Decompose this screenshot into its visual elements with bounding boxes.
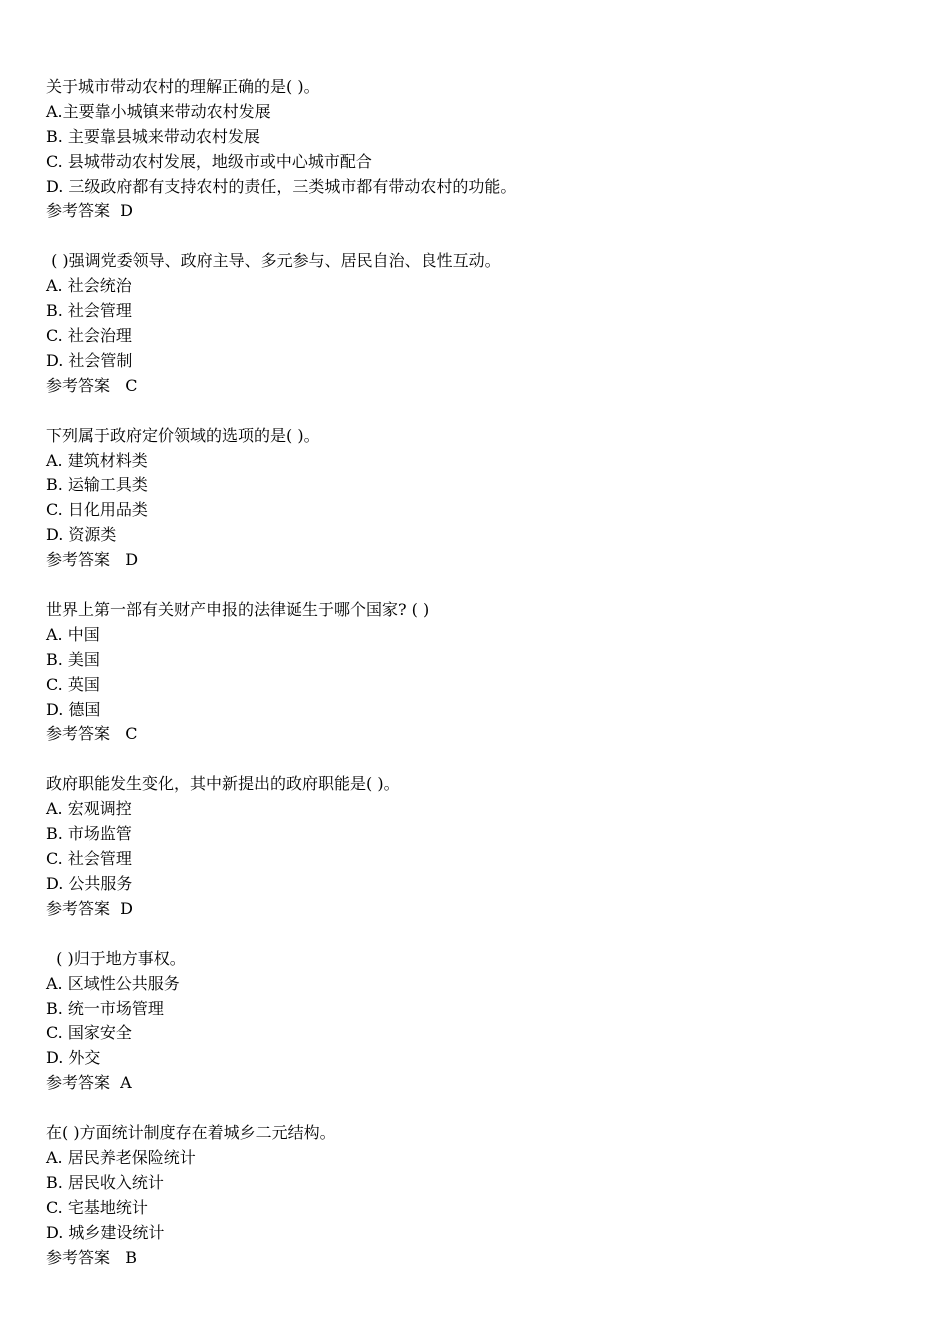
option-b: B. 社会管理: [46, 301, 132, 321]
option-a: A. 宏观调控: [46, 799, 132, 819]
reference-answer: 参考答案 A: [46, 1073, 132, 1093]
option-b: B. 统一市场管理: [46, 998, 164, 1018]
reference-answer: 参考答案 C: [46, 375, 138, 395]
option-d: D. 公共服务: [46, 873, 133, 893]
option-a: A. 中国: [46, 624, 100, 644]
option-a: A. 建筑材料类: [46, 450, 148, 470]
option-d: D. 社会管制: [46, 350, 133, 370]
question-4: [46, 598, 906, 747]
option-c: C. 英国: [46, 674, 100, 694]
option-d: D. 外交: [46, 1048, 101, 1068]
reference-answer: 参考答案 D: [46, 201, 134, 221]
question-1: [46, 75, 906, 224]
question-5: [46, 772, 906, 921]
question-stem: 在( )方面统计制度存在着城乡二元结构。: [46, 1123, 336, 1143]
option-c: C. 宅基地统计: [46, 1197, 148, 1217]
document-body: [46, 75, 906, 1295]
question-stem: 关于城市带动农村的理解正确的是( )。: [46, 77, 320, 96]
question-7: [46, 1121, 906, 1270]
question-stem: ( )归于地方事权。: [46, 948, 186, 968]
option-c: C. 日化用品类: [46, 500, 148, 520]
question-6: [46, 947, 906, 1096]
question-stem: 政府职能发生变化，其中新提出的政府职能是( )。: [46, 774, 400, 794]
reference-answer: 参考答案 C: [46, 724, 138, 744]
option-a: A. 区域性公共服务: [46, 973, 180, 993]
reference-answer: 参考答案 B: [46, 1247, 138, 1267]
question-stem: 世界上第一部有关财产申报的法律诞生于哪个国家? ( ): [46, 600, 430, 620]
option-c: C. 社会管理: [46, 849, 132, 869]
option-b: B. 美国: [46, 649, 100, 669]
option-c: C. 社会治理: [46, 326, 132, 346]
question-2: [46, 249, 906, 398]
option-d: D. 三级政府都有支持农村的责任，三类城市都有带动农村的功能。: [46, 176, 517, 196]
reference-answer: 参考答案 D: [46, 898, 134, 918]
question-3: [46, 424, 906, 573]
question-stem: ( )强调党委领导、政府主导、多元参与、居民自治、良性互动。: [46, 251, 501, 271]
option-b: B. 运输工具类: [46, 475, 148, 495]
option-d: D. 德国: [46, 699, 101, 719]
option-c: C. 国家安全: [46, 1023, 132, 1043]
option-d: D. 资源类: [46, 525, 117, 545]
option-a: A.主要靠小城镇来带动农村发展: [46, 101, 271, 121]
option-a: A. 居民养老保险统计: [46, 1147, 196, 1167]
reference-answer: 参考答案 D: [46, 550, 139, 570]
option-d: D. 城乡建设统计: [46, 1222, 165, 1242]
option-a: A. 社会统治: [46, 276, 132, 296]
question-stem: 下列属于政府定价领域的选项的是( )。: [46, 425, 320, 445]
option-c: C. 县城带动农村发展，地级市或中心城市配合: [46, 151, 372, 171]
option-b: B. 主要靠县城来带动农村发展: [46, 126, 260, 146]
option-b: B. 居民收入统计: [46, 1172, 164, 1192]
option-b: B. 市场监管: [46, 824, 132, 844]
